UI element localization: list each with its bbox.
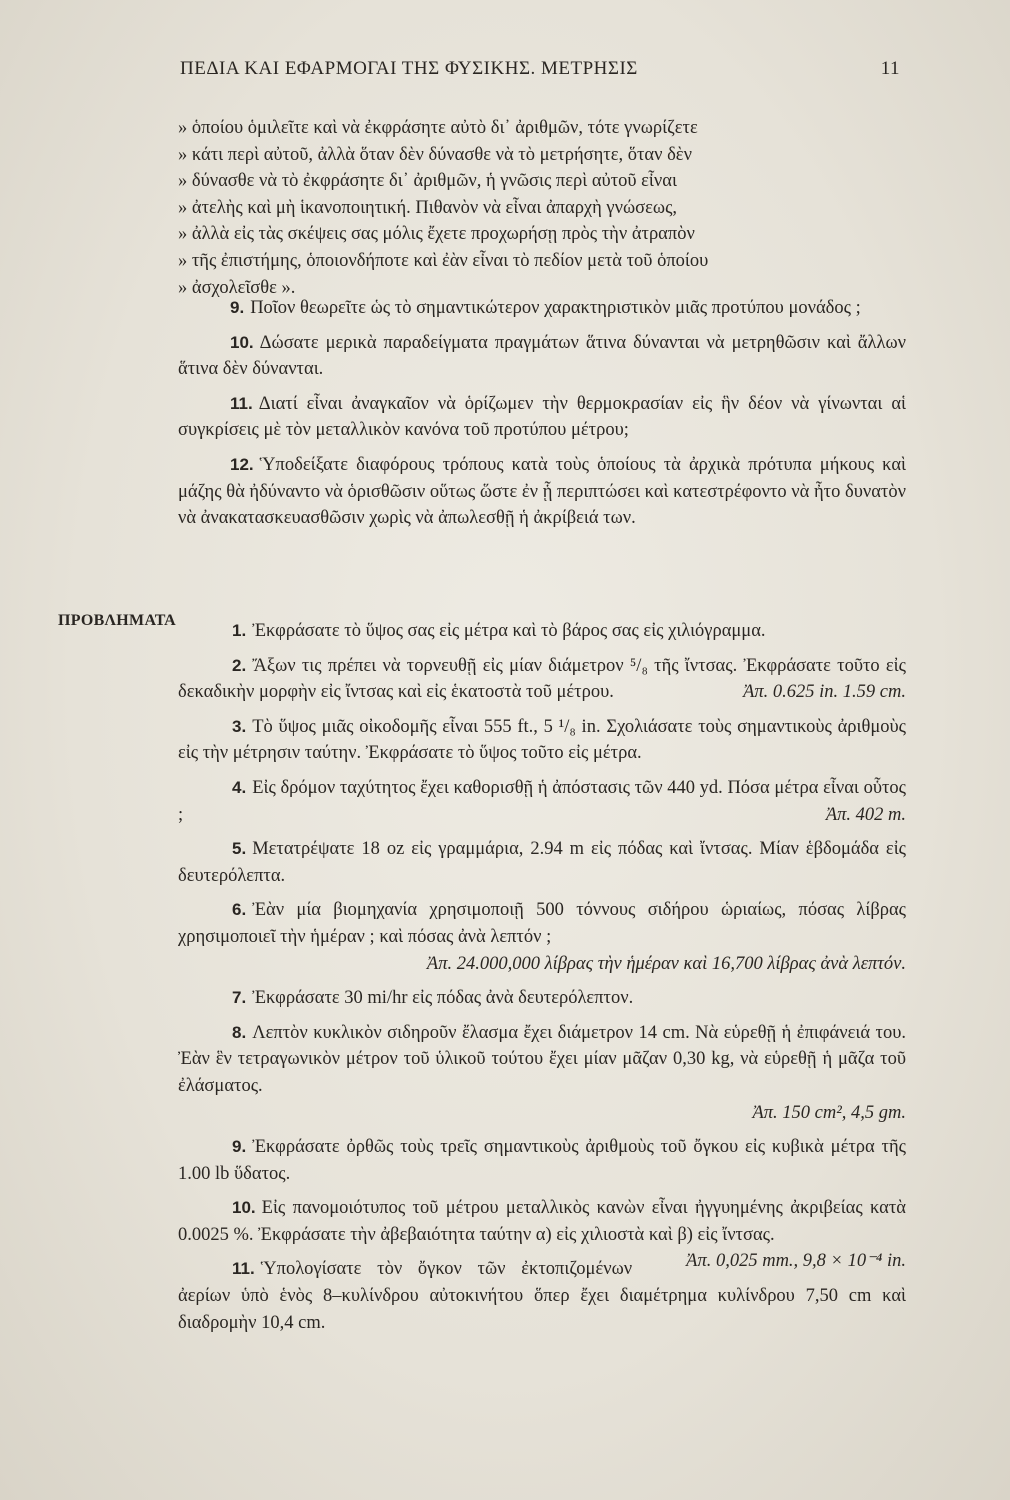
problem-answer: Ἀπ. 150 cm², 4,5 gm. [752, 1102, 906, 1123]
question-item [178, 452, 906, 532]
question-text: Δώσατε μερικὰ παραδείγματα πραγμάτων ἅτινα δύνανται νὰ μετρηθῶσιν καὶ ἄλλων ἅτινα δὲν δύνανται. [178, 332, 906, 380]
question-number: 10. [230, 332, 254, 352]
problem-text: Ἐκφράσατε τὸ ὕψος σας εἰς μέτρα καὶ τὸ βάρος σας εἰς χιλιόγραμμα. [252, 621, 766, 641]
question-item [178, 330, 906, 383]
quote-line: » ἀσχολεῖσθε ». [178, 277, 296, 298]
quote-line: » κάτι περὶ αὐτοῦ, ἀλλὰ ὅταν δὲν δύνασθε νὰ τὸ μετρήσητε, ὅταν δὲν [178, 144, 692, 165]
problem-number: 10. [232, 1198, 256, 1218]
problem-number: 11. [232, 1259, 255, 1279]
problem-text: Ἄξων τις πρέπει νὰ τορνευθῇ εἰς μίαν διάμετρον ⁵/₈ τῆς ἴντσας. Ἐκφράσατε τοῦτο εἰς δεκαδικὴν μορφὴν εἰς ἴντσας καὶ εἰς ἑκατοστὰ τοῦ μέτρου. [178, 655, 906, 703]
problem-answer: Ἀπ. 0,025 mm., 9,8 × 10⁻⁴ in. [686, 1251, 906, 1272]
question-number: 11. [230, 393, 253, 413]
problem-item [178, 618, 906, 645]
problem-item [178, 775, 906, 828]
problem-item [178, 836, 906, 889]
problem-item [178, 653, 906, 706]
quote-line: » ἀλλὰ εἰς τὰς σκέψεις σας μόλις ἔχετε προχωρήσῃ πρὸς τὴν ἀτραπὸν [178, 224, 695, 245]
quote-line: » ὁποίου ὁμιλεῖτε καὶ νὰ ἐκφράσητε αὐτὸ δι᾽ ἀριθμῶν, τότε γνωρίζετε [178, 118, 698, 138]
problem-item [178, 714, 906, 767]
problem-number: 5. [232, 839, 247, 859]
header-title: ΠΕΔΙΑ ΚΑΙ ΕΦΑΡΜΟΓΑΙ ΤΗΣ ΦΥΣΙΚΗΣ. ΜΕΤΡΗΣΙΣ [180, 58, 638, 79]
quotation-block [178, 115, 906, 301]
problem-text: Τὸ ὕψος μιᾶς οἰκοδομῆς εἶναι 555 ft., 5 ¹/₈ in. Σχολιάσατε τοὺς σημαντικοὺς ἀριθμοὺς εἰς τὴν μέτρησιν ταύτην. Ἐκφράσατε τὸ ὕψος τοῦτο εἰς μέτρα. [178, 716, 906, 764]
question-item [178, 295, 906, 322]
problem-answer: Ἀπ. 0.625 in. 1.59 cm. [743, 682, 906, 703]
question-text: Ὑποδείξατε διαφόρους τρόπους κατὰ τοὺς ὁποίους τὰ ἀρχικὰ πρότυπα μήκους καὶ μάζης θὰ ἠδύναντο νὰ ὁρισθῶσιν οὕτως ὥστε ἐν ᾗ περιπτώσει καὶ κατεστρέφοντο νὰ ἦτο δυνατὸν νὰ ἀνακατασκευασθῶσιν χωρὶς νὰ ἀπωλεσθῇ ἡ ἀκρίβειά των. [178, 454, 906, 529]
problems-list [178, 618, 906, 1344]
quote-line: » ἀτελὴς καὶ μὴ ἱκανοποιητική. Πιθανὸν νὰ εἶναι ἀπαρχὴ γνώσεως, [178, 197, 678, 218]
question-number: 12. [230, 454, 254, 474]
problem-number: 8. [232, 1022, 247, 1042]
problem-item [178, 1134, 906, 1187]
problem-answer: Ἀπ. 24.000,000 λίβρας τὴν ἡμέραν καὶ 16,700 λίβρας ἀνὰ λεπτόν. [426, 953, 906, 974]
problem-item [178, 985, 906, 1012]
problem-text: Εἰς δρόμον ταχύτητος ἔχει καθορισθῇ ἡ ἀπόστασις τῶν 440 yd. Πόσα μέτρα εἶναι οὗτος ; [178, 777, 906, 825]
problem-item [178, 1020, 906, 1126]
quote-line: » τῆς ἐπιστήμης, ὁποιονδήποτε καὶ ἐὰν εἶναι τὸ πεδίον μετὰ τοῦ ὁποίου [178, 250, 709, 271]
problem-text: Ὑπολογίσατε τὸν ὄγκον τῶν ἐκτοπιζομένων ἀερίων ὑπὸ ἑνὸς 8–κυλίνδρου αὐτοκινήτου ὅπερ ἔχει διαμέτρημα κυλίνδρου 7,50 cm καὶ διαδρομὴν 10,4 cm. [178, 1259, 906, 1333]
problem-text: Μετατρέψατε 18 oz εἰς γραμμάρια, 2.94 m εἰς πόδας καὶ ἴντσας. Μίαν ἑβδομάδα εἰς δευτερόλεπτα. [178, 839, 906, 886]
question-text: Διατί εἶναι ἀναγκαῖον νὰ ὁρίζωμεν τὴν θερμοκρασίαν εἰς ἣν δέον νὰ γίνωνται αἱ συγκρίσεις μὲ τὸν μεταλλικὸν κανόνα τοῦ προτύπου μέτρου; [178, 393, 906, 441]
question-number: 9. [230, 298, 245, 317]
problem-number: 7. [232, 988, 247, 1008]
problem-number: 2. [232, 655, 247, 675]
problem-number: 6. [232, 900, 247, 920]
question-text: Ποῖον θεωρεῖτε ὡς τὸ σημαντικώτερον χαρακτηριστικὸν μιᾶς προτύπου μονάδος ; [250, 298, 861, 318]
quote-line: » δύνασθε νὰ τὸ ἐκφράσητε δι᾽ ἀριθμῶν, ἡ γνῶσις περὶ αὐτοῦ εἶναι [178, 171, 677, 192]
question-item [178, 391, 906, 444]
page-number: 11 [880, 58, 900, 79]
problem-answer: Ἀπ. 402 m. [825, 804, 906, 825]
problem-text: Ἐὰν μία βιομηχανία χρησιμοποιῇ 500 τόννους σιδήρου ὡριαίως, πόσας λίβρας χρησιμοποιεῖ τὴν ἡμέραν ; καὶ πόσας ἀνὰ λεπτόν ; [178, 900, 906, 947]
problems-heading: ΠΡΟΒΛΗΜΑΤΑ [58, 612, 177, 629]
problem-text: Λεπτὸν κυκλικὸν σιδηροῦν ἔλασμα ἔχει διάμετρον 14 cm. Νὰ εὑρεθῇ ἡ ἐπιφάνειά του. Ἐὰν ἓν τετραγωνικὸν μέτρον τοῦ ὑλικοῦ τούτου ἔχει μίαν μᾶζαν 0,30 kg, νὰ εὑρεθῇ ἡ μᾶζα τοῦ ἐλάσματος. [178, 1022, 906, 1096]
problem-number: 9. [232, 1137, 247, 1157]
questions-list [178, 295, 906, 540]
problem-number: 1. [232, 621, 247, 640]
problem-text: Ἐκφράσατε ὀρθῶς τοὺς τρεῖς σημαντικοὺς ἀριθμοὺς τοῦ ὄγκου εἰς κυβικὰ μέτρα τῆς 1.00 lb ὕδατος. [178, 1137, 906, 1184]
running-header [180, 58, 900, 80]
problem-item [178, 897, 906, 977]
problem-text: Ἐκφράσατε 30 mi/hr εἰς πόδας ἀνὰ δευτερόλεπτον. [252, 988, 634, 1009]
problem-number: 3. [232, 716, 247, 736]
problem-text: Εἰς πανομοιότυπος τοῦ μέτρου μεταλλικὸς κανὼν εἶναι ἠγγυημένης ἀκριβείας κατὰ 0.0025 %. Ἐκφράσατε τὴν ἀβεβαιότητα ταύτην α) εἰς χιλιοστὰ καὶ β) εἰς ἴντσας. [178, 1198, 906, 1245]
problem-number: 4. [232, 777, 247, 797]
